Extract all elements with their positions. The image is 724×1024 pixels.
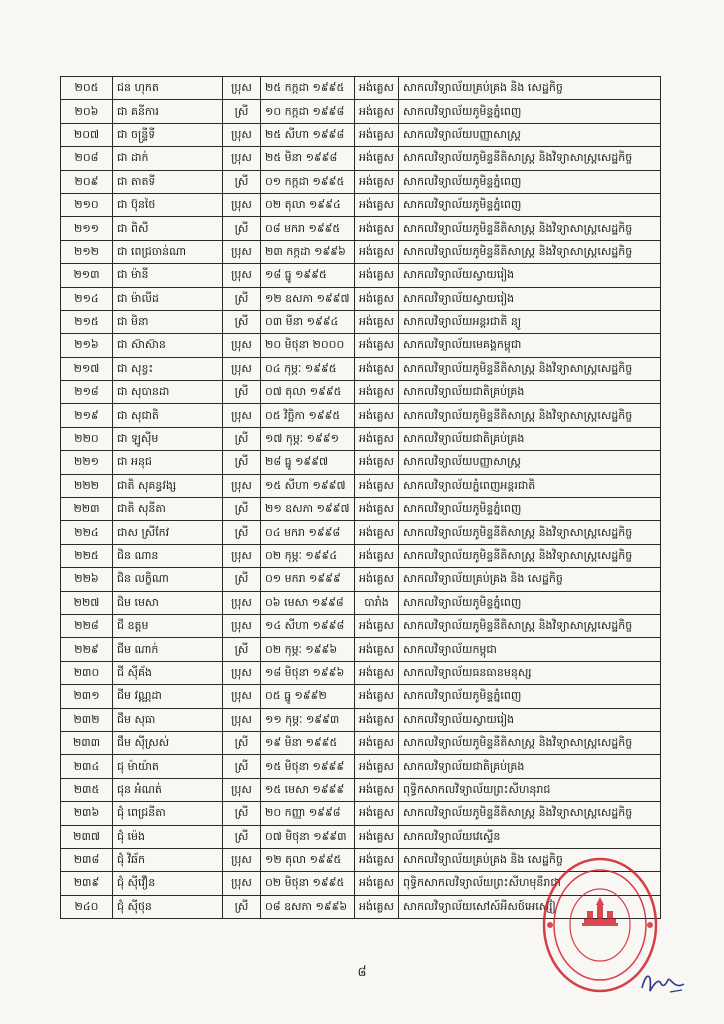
cell-university: សាកលវិទ្យាល័យភូមិន្ទនីតិសាស្ត្រ និងវិទ្យាសាស្ត្រសេដ្ឋកិច្ច — [399, 544, 661, 567]
cell-dob: ២៣ កក្កដា ១៩៩៦ — [261, 240, 355, 263]
cell-num: ២៣៥ — [61, 778, 113, 801]
cell-name: ជុំ ស៊ីថុន — [113, 895, 223, 918]
cell-dob: ០១ មករា ១៩៩៩ — [261, 568, 355, 591]
cell-place: អង់គ្លេស — [355, 708, 399, 731]
cell-sex: ប្រុស — [223, 474, 261, 497]
table-row — [61, 334, 661, 357]
cell-dob: ០៨ ឧសភា ១៩៩៦ — [261, 895, 355, 918]
cell-num: ២០៥ — [61, 77, 113, 100]
cell-university: សាកលវិទ្យាល័យភូមិន្ទនីតិសាស្ត្រ និងវិទ្យាសាស្ត្រសេដ្ឋកិច្ច — [399, 404, 661, 427]
cell-sex: ប្រុស — [223, 264, 261, 287]
cell-num: ២៣៧ — [61, 825, 113, 848]
cell-name: ជឹម ស៊ីស្រស់ — [113, 731, 223, 754]
table-row — [61, 193, 661, 216]
cell-sex: ប្រុស — [223, 77, 261, 100]
roster-body — [61, 77, 661, 919]
cell-place: អង់គ្លេស — [355, 474, 399, 497]
cell-university: សាកលវិទ្យាល័យភូមិន្ទភ្នំពេញ — [399, 591, 661, 614]
cell-sex: ប្រុស — [223, 685, 261, 708]
cell-place: អង់គ្លេស — [355, 544, 399, 567]
cell-num: ២១១ — [61, 217, 113, 240]
cell-num: ២០៩ — [61, 170, 113, 193]
cell-university: សាកលវិទ្យាល័យភូមិន្ទនីតិសាស្ត្រ និងវិទ្យាសាស្ត្រសេដ្ឋកិច្ច — [399, 802, 661, 825]
cell-name: ជាតិ សុគន្ធវង្ស — [113, 474, 223, 497]
cell-sex: ប្រុស — [223, 334, 261, 357]
cell-name: ជិន ណាន — [113, 544, 223, 567]
cell-name: ជា អនុជ — [113, 451, 223, 474]
cell-num: ២២០ — [61, 427, 113, 450]
cell-dob: ០៤ កុម្ភៈ ១៩៩៥ — [261, 357, 355, 380]
cell-name: ជន ហុកត — [113, 77, 223, 100]
cell-name: ជា មិនា — [113, 310, 223, 333]
cell-name: ជា សុខ្វះ — [113, 357, 223, 380]
table-row — [61, 310, 661, 333]
signature — [640, 968, 686, 1000]
cell-sex: ស្រី — [223, 638, 261, 661]
cell-name: ជា ពេជ្រចាន់ណា — [113, 240, 223, 263]
cell-dob: ០៨ មករា ១៩៩៥ — [261, 217, 355, 240]
cell-name: ជា ម៉ាលីដ — [113, 287, 223, 310]
table-row — [61, 614, 661, 637]
cell-place: អង់គ្លេស — [355, 614, 399, 637]
cell-num: ២១៧ — [61, 357, 113, 380]
cell-name: ជា ពិសី — [113, 217, 223, 240]
cell-name: ជា គនីការ — [113, 100, 223, 123]
cell-sex: ប្រុស — [223, 193, 261, 216]
cell-university: ពុទ្ធិកសាកលវិទ្យាល័យព្រះសីហមុនីរាជា — [399, 872, 661, 895]
cell-dob: ១៩ មិនា ១៩៩៥ — [261, 731, 355, 754]
cell-sex: ប្រុស — [223, 872, 261, 895]
cell-place: អង់គ្លេស — [355, 287, 399, 310]
cell-name: ជីម ណាក់ — [113, 638, 223, 661]
cell-university: សាកលវិទ្យាល័យសៅស៍អីសថ៍អេស្ស៊ៀ — [399, 895, 661, 918]
table-row — [61, 357, 661, 380]
cell-sex: ស្រី — [223, 802, 261, 825]
cell-name: ជិម មេសា — [113, 591, 223, 614]
cell-university: សាកលវិទ្យាល័យជាតិគ្រប់គ្រង — [399, 381, 661, 404]
cell-name: ជឹម សុធា — [113, 708, 223, 731]
cell-num: ២០៨ — [61, 147, 113, 170]
cell-place: អង់គ្លេស — [355, 404, 399, 427]
cell-place: អង់គ្លេស — [355, 310, 399, 333]
cell-sex: ប្រុស — [223, 357, 261, 380]
cell-university: សាកលវិទ្យាល័យវេស្ទើន — [399, 825, 661, 848]
cell-place: អង់គ្លេស — [355, 521, 399, 544]
cell-dob: ០៥ ធ្នូ ១៩៩២ — [261, 685, 355, 708]
cell-num: ២៣៨ — [61, 848, 113, 871]
cell-university: សាកលវិទ្យាល័យភ្នំពេញអន្តរជាតិ — [399, 474, 661, 497]
cell-place: អង់គ្លេស — [355, 240, 399, 263]
cell-sex: ស្រី — [223, 381, 261, 404]
cell-place: អង់គ្លេស — [355, 427, 399, 450]
cell-place: អង់គ្លេស — [355, 498, 399, 521]
cell-dob: ២៥ កក្កដា ១៩៩៥ — [261, 77, 355, 100]
cell-num: ២២៣ — [61, 498, 113, 521]
table-row — [61, 147, 661, 170]
cell-university: សាកលវិទ្យាល័យស្វាយរៀង — [399, 287, 661, 310]
cell-num: ២៣៩ — [61, 872, 113, 895]
cell-university: សាកលវិទ្យាល័យធនធានមនុស្ស — [399, 661, 661, 684]
cell-place: អង់គ្លេស — [355, 381, 399, 404]
cell-sex: ប្រុស — [223, 661, 261, 684]
cell-num: ២១៦ — [61, 334, 113, 357]
table-row — [61, 240, 661, 263]
cell-dob: ១១ កុម្ភៈ ១៩៩៣ — [261, 708, 355, 731]
cell-dob: ២០ មិថុនា ២០០០ — [261, 334, 355, 357]
table-row — [61, 568, 661, 591]
cell-sex: ប្រុស — [223, 404, 261, 427]
cell-sex: ប្រុស — [223, 708, 261, 731]
cell-place: អង់គ្លេស — [355, 755, 399, 778]
table-row — [61, 100, 661, 123]
cell-university: សាកលវិទ្យាល័យភូមិន្ទនីតិសាស្ត្រ និងវិទ្យាសាស្ត្រសេដ្ឋកិច្ច — [399, 357, 661, 380]
cell-num: ២២៤ — [61, 521, 113, 544]
cell-place: អង់គ្លេស — [355, 357, 399, 380]
cell-sex: ស្រី — [223, 427, 261, 450]
cell-place: អង់គ្លេស — [355, 451, 399, 474]
table-row — [61, 778, 661, 801]
cell-sex: ស្រី — [223, 731, 261, 754]
cell-name: ជា ម៉ានី — [113, 264, 223, 287]
table-row — [61, 217, 661, 240]
cell-num: ២១៩ — [61, 404, 113, 427]
cell-name: ជីម វណ្ណដា — [113, 685, 223, 708]
cell-sex: ស្រី — [223, 755, 261, 778]
cell-dob: ១៥ មេសា ១៩៩៩ — [261, 778, 355, 801]
cell-university: សាកលវិទ្យាល័យជាតិគ្រប់គ្រង — [399, 427, 661, 450]
cell-dob: ១៥ មិថុនា ១៩៩៩ — [261, 755, 355, 778]
cell-name: ជា ឡូស៊ីម — [113, 427, 223, 450]
cell-sex: ប្រុស — [223, 240, 261, 263]
cell-num: ២១៥ — [61, 310, 113, 333]
table-row — [61, 755, 661, 778]
cell-name: ជុំ ពេជ្រនីតា — [113, 802, 223, 825]
cell-place: អង់គ្លេស — [355, 334, 399, 357]
cell-num: ២២៨ — [61, 614, 113, 637]
cell-num: ២២១ — [61, 451, 113, 474]
cell-university: សាកលវិទ្យាល័យភូមិន្ទនីតិសាស្ត្រ និងវិទ្យាសាស្ត្រសេដ្ឋកិច្ច — [399, 147, 661, 170]
cell-university: សាកលវិទ្យាល័យភូមិន្ទភ្នំពេញ — [399, 193, 661, 216]
cell-num: ២១៣ — [61, 264, 113, 287]
cell-place: អង់គ្លេស — [355, 825, 399, 848]
table-row — [61, 544, 661, 567]
cell-num: ២៣៦ — [61, 802, 113, 825]
table-row — [61, 661, 661, 684]
cell-num: ២៤០ — [61, 895, 113, 918]
table-row — [61, 427, 661, 450]
cell-university: សាកលវិទ្យាល័យគ្រប់គ្រង និង សេដ្ឋកិច្ច — [399, 848, 661, 871]
cell-num: ២២៩ — [61, 638, 113, 661]
cell-num: ២២៥ — [61, 544, 113, 567]
cell-university: សាកលវិទ្យាល័យកម្ពុជា — [399, 638, 661, 661]
table-row — [61, 451, 661, 474]
cell-num: ២២៦ — [61, 568, 113, 591]
cell-place: បារាំង — [355, 591, 399, 614]
table-row — [61, 521, 661, 544]
cell-dob: ២៥ មិនា ១៩៩៨ — [261, 147, 355, 170]
cell-name: ជាតិ សុនីតា — [113, 498, 223, 521]
cell-university: សាកលវិទ្យាល័យភូមិន្ទភ្នំពេញ — [399, 100, 661, 123]
cell-num: ២០៦ — [61, 100, 113, 123]
cell-dob: ២៥ សីហា ១៩៩៨ — [261, 123, 355, 146]
cell-place: អង់គ្លេស — [355, 100, 399, 123]
cell-num: ២០៧ — [61, 123, 113, 146]
cell-sex: ស្រី — [223, 825, 261, 848]
cell-university: សាកលវិទ្យាល័យបញ្ញាសាស្ត្រ — [399, 451, 661, 474]
cell-sex: ស្រី — [223, 100, 261, 123]
cell-university: សាកលវិទ្យាល័យអន្តរជាតិ ន្យូ — [399, 310, 661, 333]
table-row — [61, 638, 661, 661]
cell-place: អង់គ្លេស — [355, 731, 399, 754]
cell-university: សាកលវិទ្យាល័យភូមិន្ទភ្នំពេញ — [399, 498, 661, 521]
cell-sex: ស្រី — [223, 498, 261, 521]
cell-university: សាកលវិទ្យាល័យជាតិគ្រប់គ្រង — [399, 755, 661, 778]
table-row — [61, 474, 661, 497]
cell-sex: ស្រី — [223, 287, 261, 310]
table-row — [61, 802, 661, 825]
cell-sex: ស្រី — [223, 170, 261, 193]
cell-university: សាកលវិទ្យាល័យគ្រប់គ្រង និង សេដ្ឋកិច្ច — [399, 568, 661, 591]
cell-dob: ០២ កុម្ភៈ ១៩៩៦ — [261, 638, 355, 661]
cell-name: ជាស ស្រីកែវ — [113, 521, 223, 544]
cell-university: សាកលវិទ្យាល័យបញ្ញាសាស្ត្រ — [399, 123, 661, 146]
table-row — [61, 708, 661, 731]
table-row — [61, 685, 661, 708]
cell-dob: ២៨ ធ្នូ ១៩៩៧ — [261, 451, 355, 474]
cell-place: អង់គ្លេស — [355, 895, 399, 918]
cell-name: ជុំ ស៊ីវឿន — [113, 872, 223, 895]
cell-dob: ០៥ វិច្ឆិកា ១៩៩៥ — [261, 404, 355, 427]
cell-num: ២២២ — [61, 474, 113, 497]
cell-university: សាកលវិទ្យាល័យមេគង្គកម្ពុជា — [399, 334, 661, 357]
cell-name: ជុំ វិឆ័ក — [113, 848, 223, 871]
cell-university: សាកលវិទ្យាល័យភូមិន្ទនីតិសាស្ត្រ និងវិទ្យាសាស្ត្រសេដ្ឋកិច្ច — [399, 521, 661, 544]
cell-place: អង់គ្លេស — [355, 170, 399, 193]
cell-num: ២១៨ — [61, 381, 113, 404]
cell-num: ២១០ — [61, 193, 113, 216]
cell-num: ២៣២ — [61, 708, 113, 731]
cell-sex: ប្រុស — [223, 614, 261, 637]
cell-name: ជា ស៊ាស៊ាន — [113, 334, 223, 357]
cell-university: សាកលវិទ្យាល័យស្វាយរៀង — [399, 264, 661, 287]
cell-university: សាកលវិទ្យាល័យគ្រប់គ្រង និង សេដ្ឋកិច្ច — [399, 77, 661, 100]
cell-place: អង់គ្លេស — [355, 685, 399, 708]
cell-sex: ប្រុស — [223, 778, 261, 801]
cell-place: អង់គ្លេស — [355, 77, 399, 100]
table-row — [61, 404, 661, 427]
cell-num: ២១២ — [61, 240, 113, 263]
cell-dob: ១៧ កុម្ភៈ ១៩៩១ — [261, 427, 355, 450]
cell-name: ជុន អំណត់ — [113, 778, 223, 801]
cell-num: ២៣៣ — [61, 731, 113, 754]
cell-name: ជី ឧត្តម — [113, 614, 223, 637]
cell-dob: ០៤ មករា ១៩៩៨ — [261, 521, 355, 544]
cell-university: សាកលវិទ្យាល័យភូមិន្ទភ្នំពេញ — [399, 685, 661, 708]
table-row — [61, 287, 661, 310]
cell-sex: ស្រី — [223, 895, 261, 918]
cell-dob: ១២ តុលា ១៩៩៥ — [261, 848, 355, 871]
cell-name: ជា តាតទី — [113, 170, 223, 193]
cell-university: សាកលវិទ្យាល័យភូមិន្ទនីតិសាស្ត្រ និងវិទ្យាសាស្ត្រសេដ្ឋកិច្ច — [399, 731, 661, 754]
cell-place: អង់គ្លេស — [355, 848, 399, 871]
cell-name: ជា ដាក់ — [113, 147, 223, 170]
table-row — [61, 498, 661, 521]
cell-dob: ១៤ សីហា ១៩៩៨ — [261, 614, 355, 637]
cell-place: អង់គ្លេស — [355, 638, 399, 661]
cell-dob: ០៣ មីនា ១៩៩៤ — [261, 310, 355, 333]
cell-sex: ស្រី — [223, 217, 261, 240]
cell-university: សាកលវិទ្យាល័យភូមិន្ទនីតិសាស្ត្រ និងវិទ្យាសាស្ត្រសេដ្ឋកិច្ច — [399, 240, 661, 263]
cell-name: ជុ ម៉ាយ៉ាត — [113, 755, 223, 778]
table-row — [61, 170, 661, 193]
cell-dob: ០១ កក្កដា ១៩៩៥ — [261, 170, 355, 193]
table-row — [61, 123, 661, 146]
page-number: ៨ — [357, 965, 367, 980]
cell-num: ២២៧ — [61, 591, 113, 614]
cell-university: សាកលវិទ្យាល័យភូមិន្ទនីតិសាស្ត្រ និងវិទ្យាសាស្ត្រសេដ្ឋកិច្ច — [399, 614, 661, 637]
cell-dob: ១៨ មិថុនា ១៩៩៦ — [261, 661, 355, 684]
cell-place: អង់គ្លេស — [355, 147, 399, 170]
cell-place: អង់គ្លេស — [355, 217, 399, 240]
cell-dob: ០២ កុម្ភៈ ១៩៩៤ — [261, 544, 355, 567]
cell-dob: ២១ ឧសភា ១៩៩៧ — [261, 498, 355, 521]
table-row — [61, 77, 661, 100]
cell-dob: ១២ ឧសភា ១៩៩៧ — [261, 287, 355, 310]
cell-university: ពុទ្ធិកសាកលវិទ្យាល័យព្រះសីហនុរាជ — [399, 778, 661, 801]
cell-place: អង់គ្លេស — [355, 568, 399, 591]
cell-university: សាកលវិទ្យាល័យភូមិន្ទភ្នំពេញ — [399, 170, 661, 193]
cell-sex: ស្រី — [223, 521, 261, 544]
cell-num: ២៣០ — [61, 661, 113, 684]
cell-place: អង់គ្លេស — [355, 661, 399, 684]
cell-place: អង់គ្លេស — [355, 123, 399, 146]
cell-university: សាកលវិទ្យាល័យស្វាយរៀង — [399, 708, 661, 731]
roster-table — [60, 76, 661, 919]
cell-sex: ប្រុស — [223, 147, 261, 170]
table-row — [61, 731, 661, 754]
cell-num: ២៣១ — [61, 685, 113, 708]
cell-sex: ប្រុស — [223, 123, 261, 146]
cell-sex: ស្រី — [223, 451, 261, 474]
cell-dob: ០៧ មិថុនា ១៩៩៣ — [261, 825, 355, 848]
cell-dob: ០២ តុលា ១៩៩៤ — [261, 193, 355, 216]
cell-sex: ស្រី — [223, 568, 261, 591]
cell-sex: ប្រុស — [223, 848, 261, 871]
cell-num: ២៣៤ — [61, 755, 113, 778]
cell-name: ជុំ ម៉េង — [113, 825, 223, 848]
cell-dob: ០២ មិថុនា ១៩៩៥ — [261, 872, 355, 895]
cell-place: អង់គ្លេស — [355, 264, 399, 287]
cell-name: ជី ស៊ីគ័ង — [113, 661, 223, 684]
table-row — [61, 381, 661, 404]
cell-place: អង់គ្លេស — [355, 872, 399, 895]
cell-place: អង់គ្លេស — [355, 193, 399, 216]
table-row — [61, 591, 661, 614]
cell-name: ជា សុបានដា — [113, 381, 223, 404]
cell-name: ជា ចន្ទ្រីទី — [113, 123, 223, 146]
cell-dob: ០៦ មេសា ១៩៩៨ — [261, 591, 355, 614]
cell-dob: ២០ កញ្ញា ១៩៩៨ — [261, 802, 355, 825]
cell-dob: ១៥ សីហា ១៩៩៧ — [261, 474, 355, 497]
cell-dob: ១០ កក្កដា ១៩៩៨ — [261, 100, 355, 123]
table-row — [61, 825, 661, 848]
cell-name: ជិន លក្ខិណា — [113, 568, 223, 591]
cell-sex: ប្រុស — [223, 591, 261, 614]
cell-dob: ១៨ ធ្នូ ១៩៩៥ — [261, 264, 355, 287]
cell-place: អង់គ្លេស — [355, 802, 399, 825]
cell-name: ជា សុជាតិ — [113, 404, 223, 427]
cell-university: សាកលវិទ្យាល័យភូមិន្ទនីតិសាស្ត្រ និងវិទ្យាសាស្ត្រសេដ្ឋកិច្ច — [399, 217, 661, 240]
cell-sex: ប្រុស — [223, 544, 261, 567]
table-row — [61, 264, 661, 287]
cell-name: ជា ប៊ុនថៃ — [113, 193, 223, 216]
cell-num: ២១៤ — [61, 287, 113, 310]
cell-sex: ស្រី — [223, 310, 261, 333]
cell-dob: ០៧ តុលា ១៩៩៥ — [261, 381, 355, 404]
cell-place: អង់គ្លេស — [355, 778, 399, 801]
